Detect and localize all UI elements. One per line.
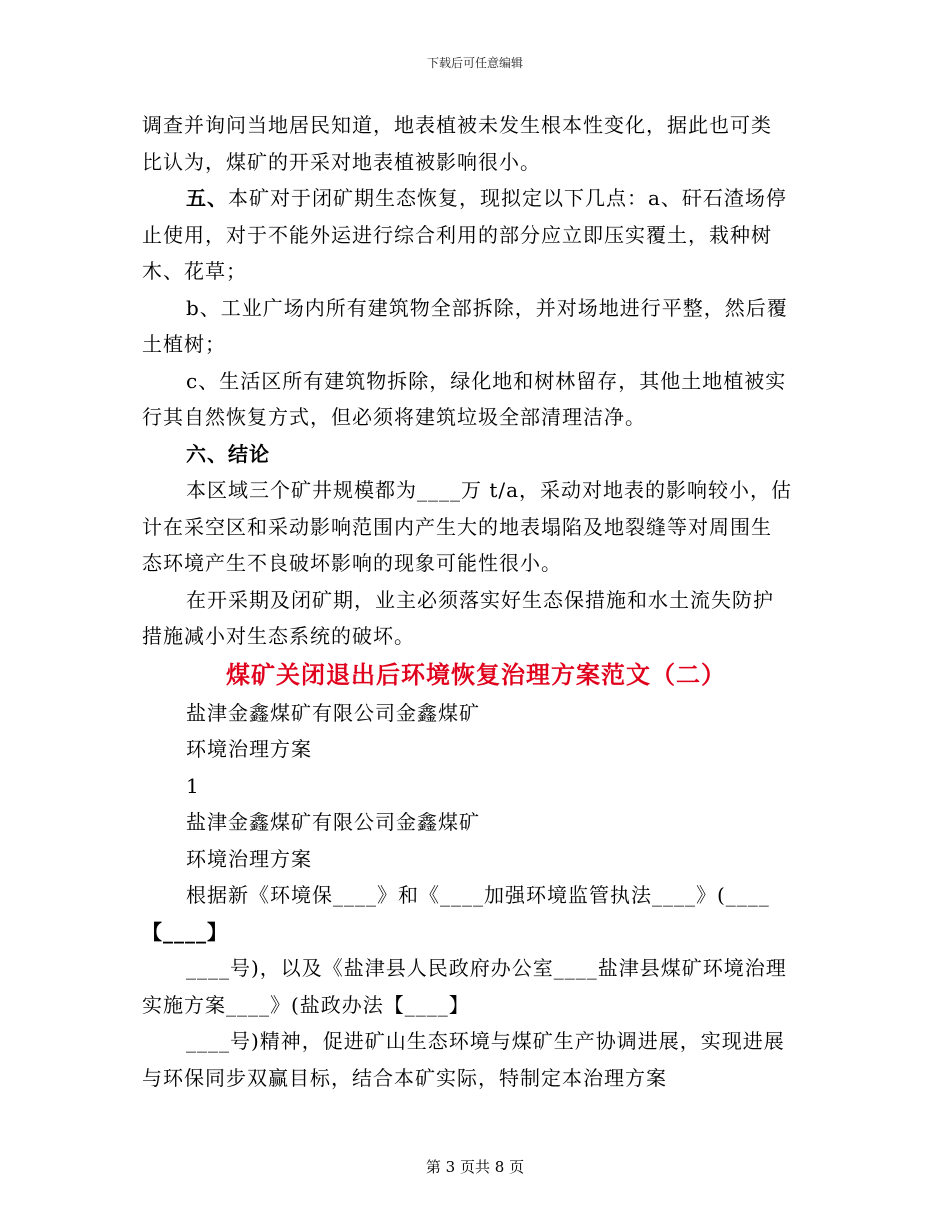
paragraph-line: 比认为，煤矿的开采对地表植被影响很小。 — [142, 149, 541, 174]
paragraph-line: 盐津金鑫煤矿有限公司金鑫煤矿 — [186, 700, 480, 725]
page-header: 下载后可任意编辑 — [426, 56, 523, 70]
paragraph-line: 行其自然恢复方式，但必须将建筑垃圾全部清理洁净。 — [142, 405, 646, 429]
paragraph-line: 与环保同步双赢目标，结合本矿实际，特制定本治理方案 — [142, 1065, 667, 1090]
paragraph-line: 木、花草； — [142, 259, 247, 283]
paragraph-line: 环境治理方案 — [186, 846, 312, 871]
paragraph-line: b、工业广场内所有建筑物全部拆除，并对场地进行平整，然后覆 — [186, 295, 788, 320]
page-footer: 第 3 页共 8 页 — [425, 1158, 525, 1176]
paragraph-line: 土植树； — [142, 332, 226, 356]
section-number: 五、 — [186, 186, 228, 210]
paragraph-line: 1 — [186, 773, 200, 798]
paragraph-line: ____号)精神，促进矿山生态环境与煤矿生产协调进展，实现进展 — [186, 1029, 785, 1053]
paragraph-text: 本矿对于闭矿期生态恢复，现拟定以下几点：a、矸石渣场停 — [228, 186, 787, 210]
paragraph-line: 实施方案____》(盐政办法【____】 — [142, 992, 470, 1017]
paragraph-line: 在开采期及闭矿期，业主必须落实好生态保措施和水土流失防护 — [186, 587, 774, 612]
paragraph-line: ____号)，以及《盐津县人民政府办公室____盐津县煤矿环境治理 — [186, 956, 787, 980]
document-body — [142, 107, 810, 1096]
paragraph-line: 环境治理方案 — [186, 737, 312, 761]
paragraph-line: 本区域三个矿井规模都为____万 t/a，采动对地表的影响较小，估 — [186, 478, 793, 502]
paragraph-line: 调查并询问当地居民知道，地表植被未发生根本性变化，据此也可类 — [142, 113, 772, 137]
paragraph-line: 态环境产生不良破坏影响的现象可能性很小。 — [142, 551, 562, 575]
paragraph-line: 计在采空区和采动影响范围内产生大的地表塌陷及地裂缝等对周围生 — [142, 514, 772, 539]
paragraph-line: 根据新《环境保____》和《____加强环境监管执法____》(____ — [186, 883, 770, 907]
section-heading: 六、结论 — [186, 441, 270, 466]
paragraph-line: 措施减小对生态系统的破坏。 — [142, 624, 415, 648]
paragraph-line: 盐津金鑫煤矿有限公司金鑫煤矿 — [186, 810, 480, 834]
paragraph-line: c、生活区所有建筑物拆除，绿化地和树林留存，其他土地植被实 — [186, 368, 787, 393]
paragraph-line — [142, 180, 810, 217]
paragraph-line: 【____】 — [142, 919, 228, 944]
paragraph-line: 止使用，对于不能外运进行综合利用的部分应立即压实覆土，栽种树 — [142, 222, 772, 247]
document-title: 煤矿关闭退出后环境恢复治理方案范文（二） — [226, 659, 726, 689]
